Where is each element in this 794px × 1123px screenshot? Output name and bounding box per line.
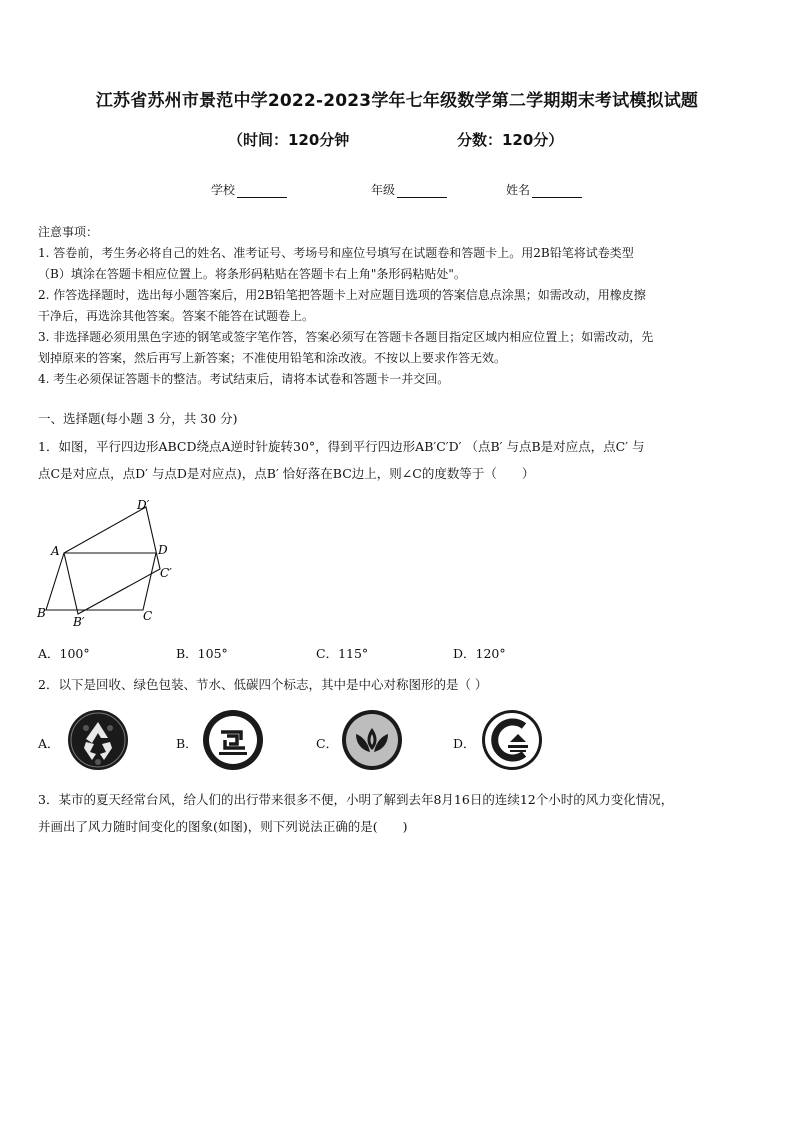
- exam-title: 江苏省苏州市景范中学2022-2023学年七年级数学第二学期期末考试模拟试题: [95, 91, 699, 111]
- label-b: B: [37, 606, 46, 620]
- question-2-options: [38, 708, 758, 778]
- label-c-prime: C′: [160, 566, 172, 580]
- name-blank: [532, 185, 582, 198]
- option-a[interactable]: A．: [38, 736, 60, 751]
- question-3-line-1: 3．某市的夏天经常台风，给人们的出行带来很多不便，小明了解到去年8月16日的连续12个小时的风力变化情况，: [38, 792, 674, 807]
- low-carbon-logo-icon[interactable]: [480, 708, 544, 772]
- notes-line: 划掉原来的答案，然后再写上新答案；不准使用铅笔和涂改液。不按以上要求作答无效。: [38, 351, 507, 365]
- question-1-line-2: 点C是对应点，点D′ 与点D是对应点)，点B′ 恰好落在BC边上，则∠C的度数等于（ ）: [38, 466, 535, 481]
- label-b-prime: B′: [73, 615, 85, 629]
- option-d[interactable]: D．: [453, 736, 476, 751]
- notes-line: 4. 考生必须保证答题卡的整洁。考试结束后，请将本试卷和答题卡一并交回。: [38, 372, 450, 386]
- option-c[interactable]: C．: [316, 736, 339, 751]
- recycle-logo-icon[interactable]: [66, 708, 130, 772]
- school-field: [211, 181, 287, 198]
- green-package-logo-icon[interactable]: [201, 708, 265, 772]
- question-1: [38, 433, 758, 487]
- notes-line: 2. 作答选择题时，选出每小题答案后，用2B铅笔把答题卡上对应题目选项的答案信息点涂黑；如需改动，用橡皮擦: [38, 288, 646, 302]
- section-title: 一、选择题(每小题 3 分，共 30 分): [38, 411, 238, 426]
- notes-block: [38, 222, 758, 390]
- exam-time: （时间：120分钟: [228, 131, 350, 149]
- label-a: A: [51, 544, 60, 558]
- question-2-text: 2．以下是回收、绿色包装、节水、低碳四个标志，其中是中心对称图形的是（ ）: [38, 677, 488, 692]
- name-field: [506, 181, 582, 198]
- water-saving-logo-icon[interactable]: [340, 708, 404, 772]
- school-label: 学校: [211, 183, 236, 197]
- grade-label: 年级: [371, 183, 396, 197]
- notes-heading: 注意事项：: [38, 225, 99, 239]
- grade-blank: [397, 185, 447, 198]
- question-3: [38, 786, 758, 840]
- question-3-line-2: 并画出了风力随时间变化的图象(如图)，则下列说法正确的是( ): [38, 819, 408, 834]
- grade-field: [371, 181, 447, 198]
- name-label: 姓名: [506, 183, 531, 197]
- option-b[interactable]: B．: [176, 736, 198, 751]
- parallelogram-rotation-figure: [36, 497, 186, 632]
- question-1-line-1: 1．如图，平行四边形ABCD绕点A逆时针旋转30°，得到平行四边形AB′C′D′ （点B′ 与点B是对应点，点C′ 与: [38, 439, 645, 454]
- notes-line: 1. 答卷前，考生务必将自己的姓名、准考证号、考场号和座位号填写在试题卷和答题卡上。用2B铅笔将试卷类型: [38, 246, 634, 260]
- notes-line: （B）填涂在答题卡相应位置上。将条形码粘贴在答题卡右上角"条形码粘贴处"。: [38, 267, 466, 281]
- label-d: D: [158, 543, 168, 557]
- option-a[interactable]: A．100°: [38, 646, 90, 661]
- option-c[interactable]: C．115°: [316, 646, 369, 661]
- notes-line: 3. 非选择题必须用黑色字迹的钢笔或签字笔作答，答案必须写在答题卡各题目指定区域内相应位置上；如需改动，先: [38, 330, 654, 344]
- option-b[interactable]: B．105°: [176, 646, 228, 661]
- question-2: [38, 671, 758, 698]
- label-d-prime: D′: [137, 498, 150, 512]
- notes-line: 干净后，再选涂其他答案。答案不能答在试题卷上。: [38, 309, 315, 323]
- option-d[interactable]: D．120°: [453, 646, 506, 661]
- school-blank: [237, 185, 287, 198]
- exam-score: 分数：120分）: [457, 131, 564, 149]
- label-c: C: [143, 609, 153, 623]
